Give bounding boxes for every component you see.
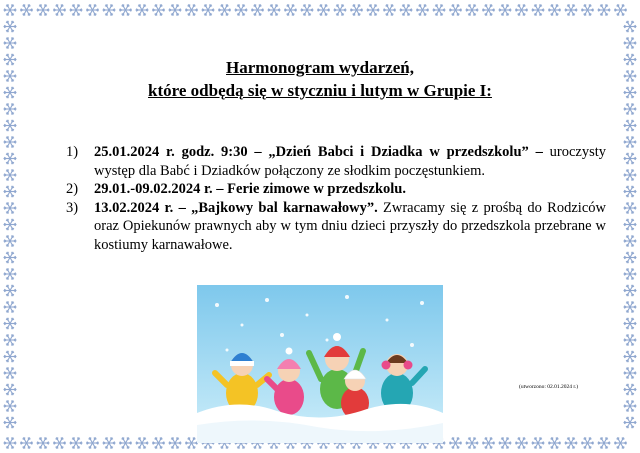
snowflake-icon xyxy=(614,437,627,448)
snowflake-icon xyxy=(433,4,446,15)
snowflake-icon xyxy=(4,21,17,32)
snowflake-icon xyxy=(20,4,33,15)
snowflake-icon xyxy=(565,4,578,15)
snowflake-icon xyxy=(624,417,637,428)
snowflake-icon xyxy=(624,153,637,164)
snowflake-icon xyxy=(4,367,17,378)
snowflake-icon xyxy=(400,4,413,15)
snowflake-icon xyxy=(4,268,17,279)
snowflake-icon xyxy=(532,437,545,448)
snowflake-icon xyxy=(367,4,380,15)
snowflake-icon xyxy=(515,437,528,448)
snowflake-icon xyxy=(4,301,17,312)
snowflake-icon xyxy=(185,4,198,15)
snowflake-icon xyxy=(499,437,512,448)
snowflake-icon xyxy=(624,37,637,48)
snowflake-icon xyxy=(4,437,17,448)
snowflake-icon xyxy=(624,285,637,296)
snowflake-icon xyxy=(466,437,479,448)
snowflake-icon xyxy=(624,334,637,345)
snowflake-icon xyxy=(4,400,17,411)
page-title: Harmonogram wydarzeń, xyxy=(226,58,414,77)
snowflake-icon xyxy=(4,4,17,15)
snowflake-icon xyxy=(499,4,512,15)
snowflake-icon xyxy=(598,437,611,448)
snowflake-icon xyxy=(86,4,99,15)
snowflake-icon xyxy=(235,4,248,15)
snowflake-icon xyxy=(449,4,462,15)
snowflake-icon xyxy=(624,367,637,378)
snowflake-icon xyxy=(218,4,231,15)
snowflake-icon xyxy=(624,268,637,279)
snowflake-icon xyxy=(624,120,637,131)
snowflake-icon xyxy=(37,4,50,15)
snowflake-icon xyxy=(624,219,637,230)
snowflake-icon xyxy=(581,4,594,15)
snowflake-icon xyxy=(70,4,83,15)
snowflake-icon xyxy=(449,437,462,448)
snowflake-icon xyxy=(548,437,561,448)
snowflake-icon xyxy=(169,4,182,15)
snowflake-icon xyxy=(350,4,363,15)
snowflake-icon xyxy=(301,4,314,15)
list-item-text: uroczysty występ dla Babć i Dziadków połączony ze słodkim poczęstunkiem. xyxy=(94,144,606,179)
snowflake-icon xyxy=(4,169,17,180)
snowflake-icon xyxy=(548,4,561,15)
snowflake-icon xyxy=(4,384,17,395)
snowflake-icon xyxy=(119,437,132,448)
children-in-snow-image xyxy=(197,285,443,443)
snowflake-icon xyxy=(4,202,17,213)
snowflake-icon xyxy=(624,202,637,213)
snowflake-icon xyxy=(416,4,429,15)
snowflake-icon xyxy=(614,4,627,15)
snowflake-icon xyxy=(624,21,637,32)
list-item-heading: 29.01.-09.02.2024 r. – Ferie zimowe w przedszkolu. xyxy=(94,181,406,197)
snowflake-icon xyxy=(4,334,17,345)
snowflake-icon xyxy=(515,4,528,15)
snowflake-icon xyxy=(4,318,17,329)
snowflake-icon xyxy=(624,351,637,362)
snowflake-icon xyxy=(624,384,637,395)
snowflake-icon xyxy=(624,318,637,329)
snowflake-icon xyxy=(4,235,17,246)
snowflake-icon xyxy=(624,103,637,114)
snowflake-icon xyxy=(4,285,17,296)
snowflake-icon xyxy=(202,4,215,15)
snowflake-icon xyxy=(103,4,116,15)
snowflake-icon xyxy=(268,4,281,15)
list-item-text: Zwracamy się z prośbą do Rodziców oraz Opiekunów prawnych aby w tym dniu dzieci przyszły do przedszkola przebrane w kostiumy karnawałowe. xyxy=(94,199,606,253)
list-item-number: 1) xyxy=(66,144,79,160)
snowflake-icon xyxy=(53,4,66,15)
list-item-heading: 25.01.2024 r. godz. 9:30 – „Dzień Babci i Dziadka w przedszkolu” – xyxy=(94,144,543,160)
snowflake-icon xyxy=(4,351,17,362)
snowflake-icon xyxy=(624,400,637,411)
page-subtitle: które odbędą się w styczniu i lutym w Grupie I: xyxy=(148,81,492,100)
snowflake-icon xyxy=(482,437,495,448)
snowflake-icon xyxy=(624,186,637,197)
list-item xyxy=(66,143,606,180)
snowflake-icon xyxy=(4,136,17,147)
events-list xyxy=(66,143,606,254)
snowflake-icon xyxy=(103,437,116,448)
snowflake-icon xyxy=(624,169,637,180)
list-item-number: 3) xyxy=(66,199,79,216)
snowflake-icon xyxy=(624,136,637,147)
snowflake-icon xyxy=(4,252,17,263)
snowflake-icon xyxy=(4,153,17,164)
snowflake-icon xyxy=(565,437,578,448)
snowflake-icon xyxy=(136,437,149,448)
snowflake-icon xyxy=(383,4,396,15)
list-item xyxy=(66,199,606,255)
snowflake-icon xyxy=(136,4,149,15)
snowflake-icon xyxy=(4,219,17,230)
snowflake-icon xyxy=(4,186,17,197)
snowflake-icon xyxy=(169,437,182,448)
snowflake-icon xyxy=(20,437,33,448)
snowflake-icon xyxy=(624,235,637,246)
snowflake-icon xyxy=(4,37,17,48)
snowflake-icon xyxy=(624,301,637,312)
snowflake-icon xyxy=(119,4,132,15)
snowflake-icon xyxy=(581,437,594,448)
snowflake-icon xyxy=(482,4,495,15)
list-item-number: 2) xyxy=(66,181,79,197)
snowflake-icon xyxy=(152,4,165,15)
snowflake-icon xyxy=(70,437,83,448)
snowflake-icon xyxy=(532,4,545,15)
snowflake-icon xyxy=(466,4,479,15)
list-item-heading: 13.02.2024 r. – „Bajkowy bal karnawałowy”. xyxy=(94,199,378,216)
snowflake-icon xyxy=(53,437,66,448)
snowflake-icon xyxy=(334,4,347,15)
snowflake-icon xyxy=(152,437,165,448)
snowflake-icon xyxy=(4,417,17,428)
snowflake-icon xyxy=(317,4,330,15)
snowflake-icon xyxy=(284,4,297,15)
snowflake-icon xyxy=(598,4,611,15)
snowflake-icon xyxy=(37,437,50,448)
creation-date-note: (utworzono: 02.01.2024 r.) xyxy=(519,384,579,390)
snowflake-icon xyxy=(86,437,99,448)
snowflake-icon xyxy=(251,4,264,15)
snowflake-icon xyxy=(624,252,637,263)
snowflake-icon xyxy=(4,120,17,131)
list-item xyxy=(66,180,606,199)
snowflake-icon xyxy=(4,103,17,114)
